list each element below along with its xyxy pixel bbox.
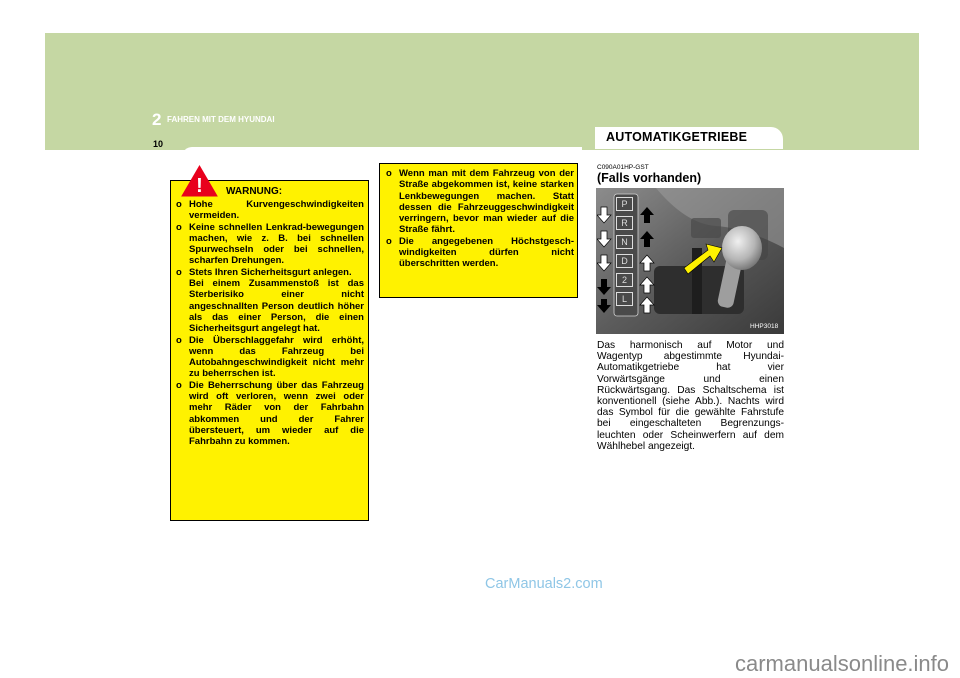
shift-position: N: [616, 235, 633, 249]
bullet-marker: o: [386, 235, 392, 247]
section-title: AUTOMATIKGETRIEBE: [606, 130, 748, 144]
warning-item-text: Die Überschlaggefahr wird erhöht, wenn das Fahrzeug bei Autobahngeschwindigkeit nicht mehr zu beherrschen ist.: [189, 334, 364, 380]
arrow-up-solid-icon: [640, 207, 654, 223]
header-band: [45, 33, 919, 150]
warning-item-text: Hohe Kurvengeschwindigkeiten vermeiden.: [189, 199, 364, 222]
shift-position: D: [616, 254, 633, 268]
arrow-up-outline-icon: [640, 255, 654, 271]
bullet-marker: o: [386, 168, 392, 179]
section-subtitle: (Falls vorhanden): [597, 171, 702, 185]
warning-item: [176, 380, 364, 448]
bullet-marker: o: [176, 199, 182, 210]
warning-item: [176, 222, 364, 267]
shift-position: R: [616, 216, 633, 230]
warning-heading: WARNUNG:: [226, 186, 283, 197]
shift-arrows: [597, 205, 657, 317]
shift-position: P: [616, 197, 633, 211]
warning-list: [176, 199, 364, 448]
watermark-carmanuals2[interactable]: CarManuals2.com: [485, 576, 603, 592]
bullet-marker: o: [176, 221, 182, 233]
content-tab: [182, 147, 582, 157]
warning-item-text: Wenn man mit dem Fahrzeug von der Straße abgekommen ist, keine starken Lenkbewegungen machen. Statt dessen die Fahrzeuggeschwindigkeit verringern, bevor man wieder auf die Straße fährt.: [399, 168, 574, 236]
warning-item: [176, 199, 364, 222]
section-code: C090A01HP-GST: [597, 164, 649, 171]
arrow-down-outline-icon: [597, 231, 611, 247]
warning-item-text: Keine schnellen Lenkrad-bewegungen machen, wie z. B. bei schnellen Spurwechseln oder bei schnellen, scharfen Drehungen.: [189, 221, 364, 267]
arrow-down-outline-icon: [597, 255, 611, 271]
shift-position: 2: [616, 273, 633, 287]
bullet-marker: o: [176, 379, 182, 391]
arrow-down-solid-icon: [597, 299, 611, 313]
arrow-up-outline-icon: [640, 277, 654, 293]
warning-item-text: Die Beherrschung über das Fahrzeug wird oft verloren, wenn zwei oder mehr Räder von der Fahrbahn abkommen und der Fahrer übersteuert, um wieder auf die Fahrbahn zu kommen.: [189, 379, 364, 448]
warning-item: [386, 236, 574, 270]
arrow-down-outline-icon: [597, 207, 611, 223]
arrow-up-solid-icon: [640, 231, 654, 247]
warning-list-continued: [386, 168, 574, 270]
arrow-down-solid-icon: [597, 279, 611, 295]
shift-position: L: [616, 292, 633, 306]
warning-item: [176, 267, 364, 335]
body-paragraph: Das harmonisch auf Motor und Wagentyp abgestimmte Hyundai-Automatikgetriebe hat vier Vorwärtsgänge und einen Rückwärtsgang. Das Schaltschema ist konventionell (siehe Abb.). Nachts wird das Symbol für die gewählte Fahrstufe bei eingeschalteten Begrenzungs-leuchten oder Scheinwerfern auf dem Wählhebel angezeigt.: [597, 340, 784, 452]
bullet-marker: o: [176, 334, 182, 346]
page-number: 10: [153, 139, 164, 149]
warning-icon-symbol: !: [196, 175, 203, 197]
warning-triangle-icon: [181, 165, 218, 197]
bullet-marker: o: [176, 266, 182, 278]
warning-item: [176, 335, 364, 380]
chapter-title: FAHREN MIT DEM HYUNDAI: [167, 115, 275, 124]
warning-item: [386, 168, 574, 236]
warning-item-text: Stets Ihren Sicherheitsgurt anlegen. Bei einem Zusammenstoß ist das Sterberisiko einer nicht angeschnallten Person deutlich höher als das einer Person, die einen Sicherheitsgurt angelegt hat.: [189, 266, 364, 335]
figure-code: HHP3018: [750, 323, 779, 330]
chapter-number: 2: [152, 110, 162, 129]
watermark-carmanualsonline[interactable]: carmanualsonline.info: [735, 651, 950, 676]
warning-item-text: Die angegebenen Höchstgesch-windigkeiten dürfen nicht überschritten werden.: [399, 235, 574, 270]
arrow-up-outline-icon: [640, 297, 654, 313]
